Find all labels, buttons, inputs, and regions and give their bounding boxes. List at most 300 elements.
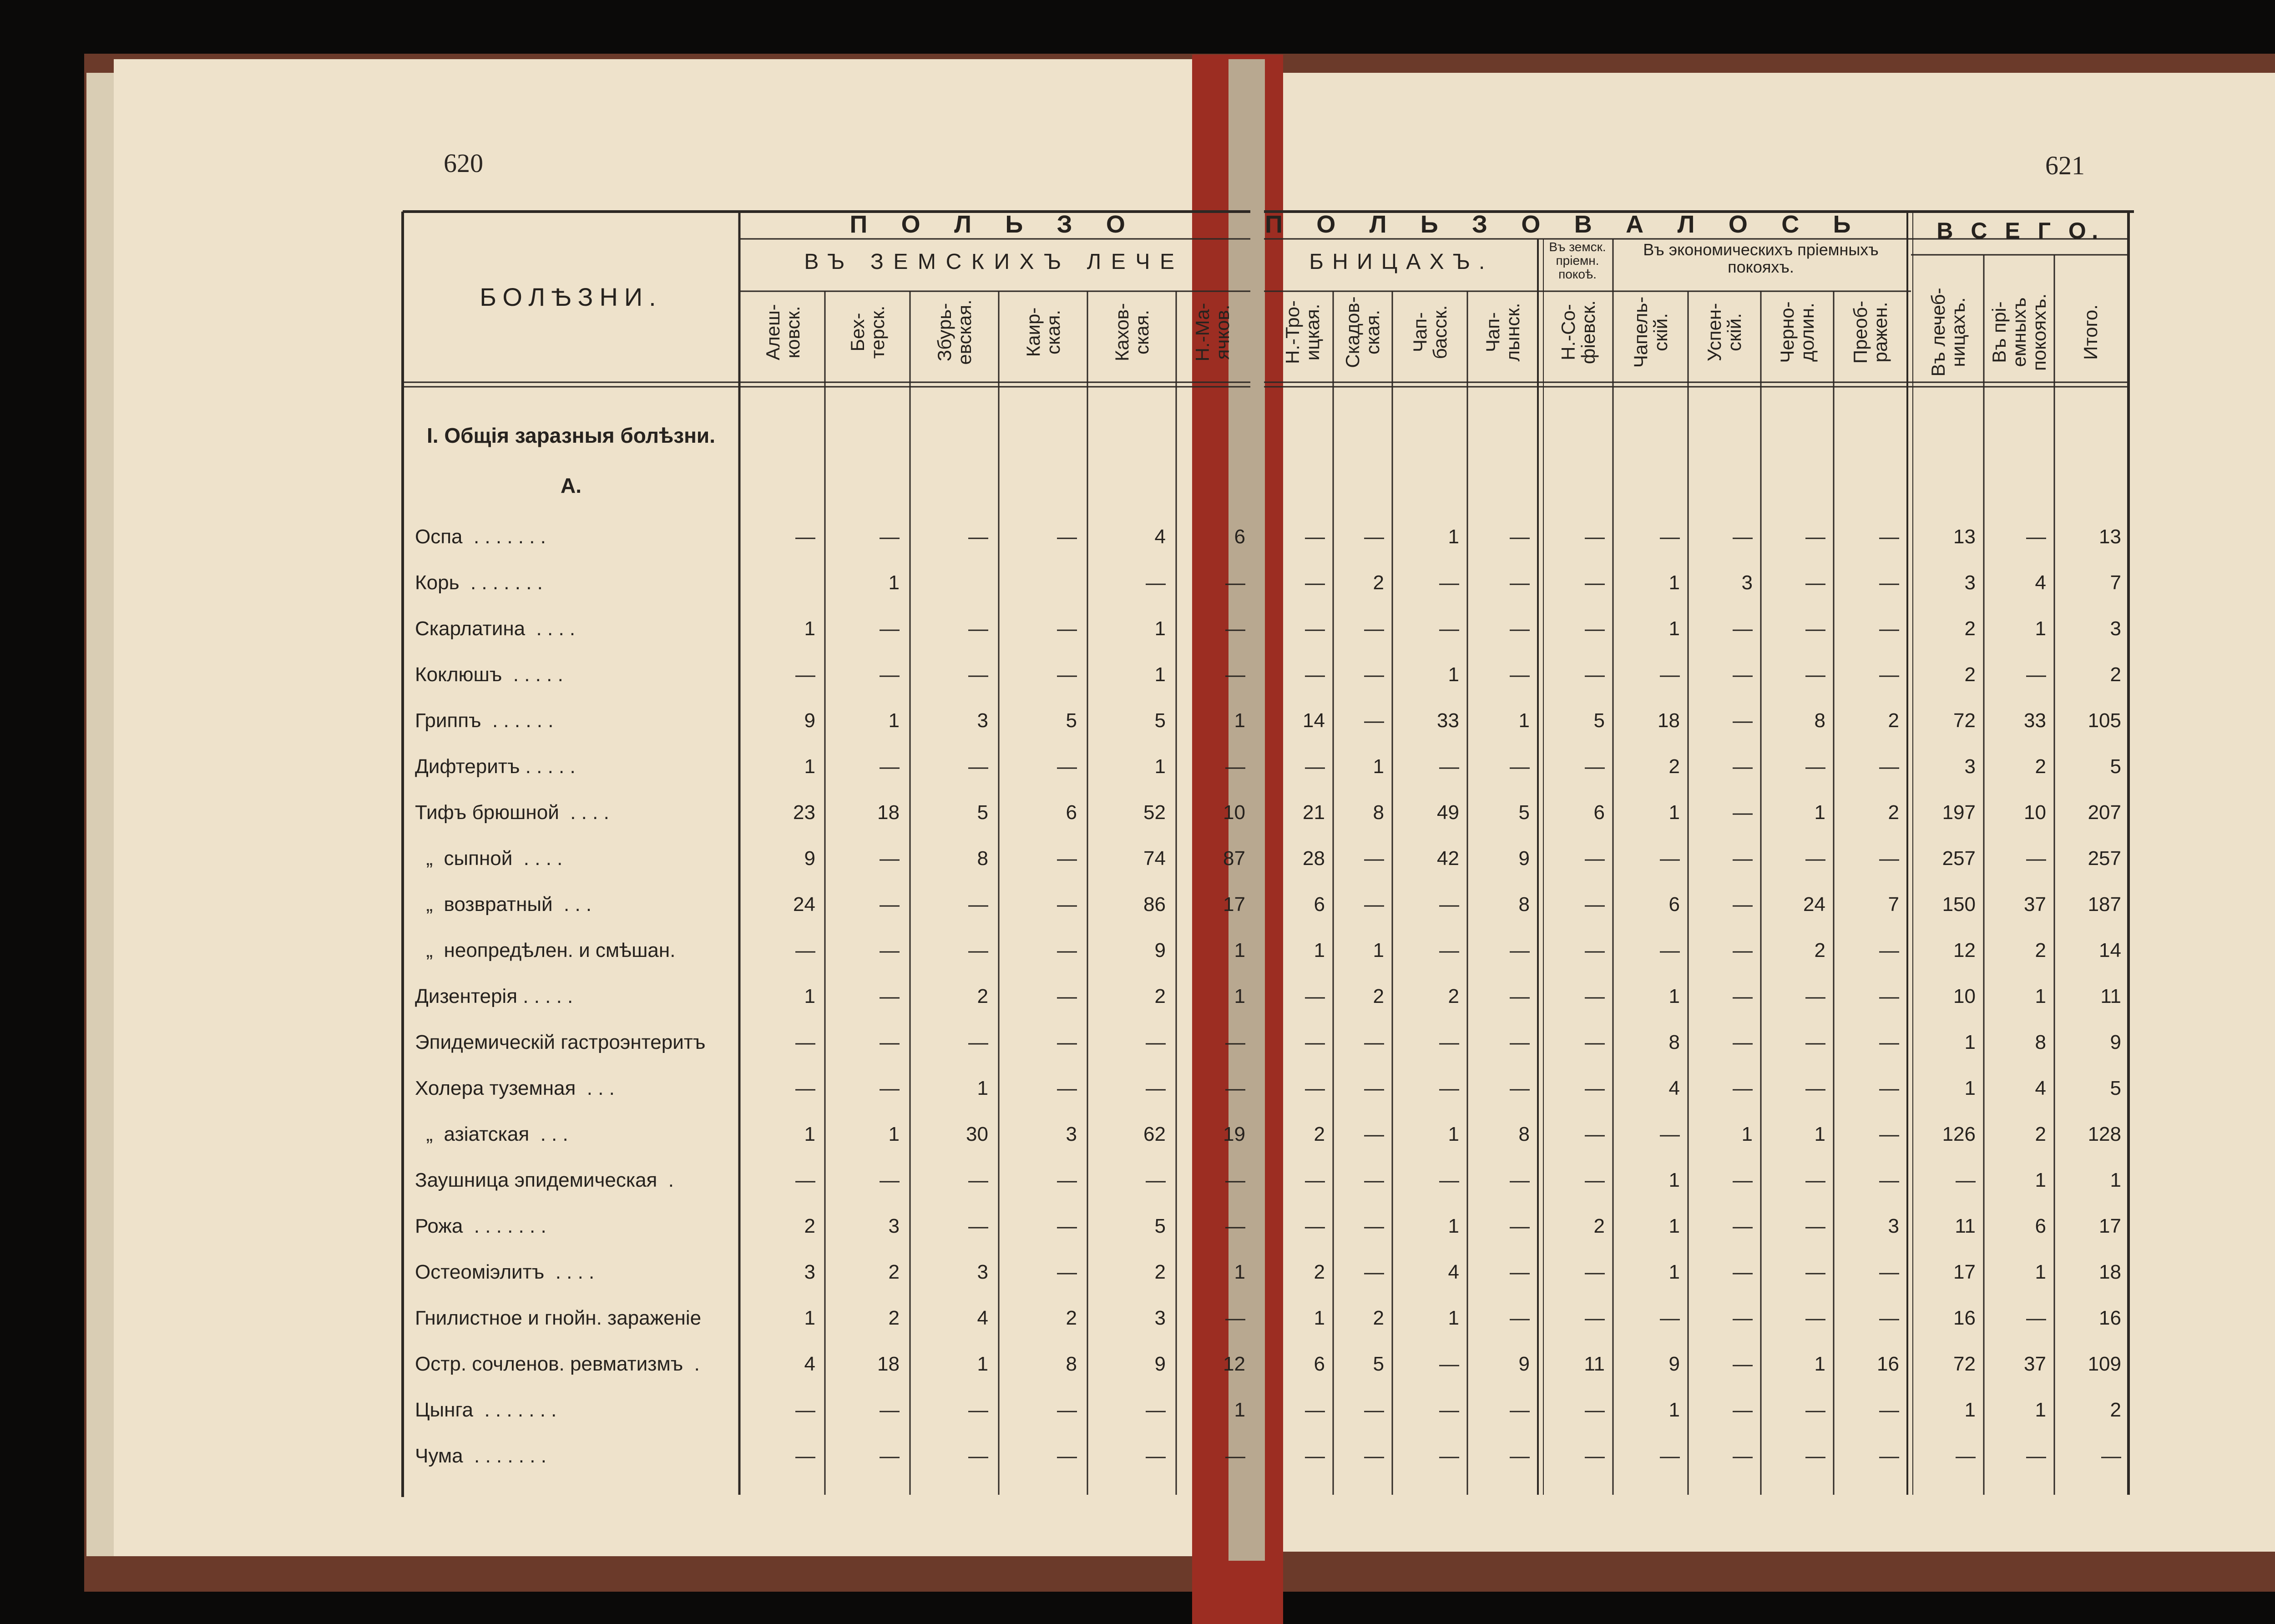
table-cell: 1 xyxy=(1814,1123,1825,1145)
table-cell: 2 xyxy=(2035,939,2046,961)
table-cell: — xyxy=(1956,1445,1976,1467)
table-cell: — xyxy=(1733,893,1753,916)
table-cell: — xyxy=(1585,1261,1605,1283)
table-cell: 9 xyxy=(2110,1031,2121,1053)
row-label: Остеоміэлитъ . . . . xyxy=(415,1261,595,1283)
table-cell: — xyxy=(1225,663,1245,686)
table-cell: 1 xyxy=(888,709,900,732)
table-cell: — xyxy=(1660,1307,1680,1329)
row-label: Оспа . . . . . . . xyxy=(415,526,546,548)
table-cell: 1 xyxy=(1234,985,1245,1007)
table-cell: 1 xyxy=(2035,1261,2046,1283)
table-cell: — xyxy=(1305,526,1325,548)
table-cell: 1 xyxy=(888,572,900,594)
row-label: Остр. сочленов. ревматизмъ . xyxy=(415,1353,700,1375)
table-cell: — xyxy=(968,1031,988,1053)
table-cell: — xyxy=(880,526,900,548)
table-cell: — xyxy=(968,617,988,640)
table-cell: — xyxy=(1439,1169,1459,1191)
table-cell: 9 xyxy=(804,847,815,870)
table-cell: 21 xyxy=(1303,801,1325,824)
table-cell: — xyxy=(1510,526,1530,548)
table-cell: — xyxy=(1805,1445,1825,1467)
table-cell: — xyxy=(1510,1399,1530,1421)
row-label: Дифтеритъ . . . . . xyxy=(415,755,576,778)
table-cell: 1 xyxy=(1964,1031,1976,1053)
table-cell: — xyxy=(1057,1031,1077,1053)
table-cell: 1 xyxy=(1448,663,1459,686)
table-cell: — xyxy=(1879,1307,1899,1329)
table-cell: 13 xyxy=(2099,526,2121,548)
table-cell: — xyxy=(1305,1399,1325,1421)
table-cell: 3 xyxy=(977,709,988,732)
table-cell: — xyxy=(1660,939,1680,961)
row-label: Дизентерія . . . . . xyxy=(415,985,573,1007)
table-cell: 42 xyxy=(1437,847,1459,870)
table-cell: 2 xyxy=(1373,572,1384,594)
table-cell: 13 xyxy=(1953,526,1976,548)
table-cell: 9 xyxy=(1154,1353,1166,1375)
table-cell: 2 xyxy=(2035,1123,2046,1145)
table-cell: — xyxy=(795,1445,815,1467)
table-cell: — xyxy=(2101,1445,2121,1467)
table-cell: 1 xyxy=(1373,939,1384,961)
table-cell: 1 xyxy=(1448,526,1459,548)
table-cell: — xyxy=(1225,1307,1245,1329)
table-cell: — xyxy=(880,847,900,870)
table-cell: 4 xyxy=(2035,1077,2046,1099)
table-cell: — xyxy=(1733,1077,1753,1099)
table-cell: — xyxy=(1364,1031,1384,1053)
row-label: Гриппъ . . . . . . xyxy=(415,709,554,732)
header-sub-hospitals-left: ВЪ ЗЕМСКИХЪ ЛЕЧЕ xyxy=(804,250,1184,274)
table-cell: 1 xyxy=(1234,1261,1245,1283)
table-cell: — xyxy=(795,1077,815,1099)
table-cell: 18 xyxy=(1658,709,1680,732)
row-label: Тифъ брюшной . . . . xyxy=(415,801,609,824)
table-cell: 2 xyxy=(1066,1307,1077,1329)
table-cell: — xyxy=(1733,1307,1753,1329)
table-cell: 2 xyxy=(2110,663,2121,686)
header-sub-hospitals-right: БНИЦАХЪ. xyxy=(1309,250,1494,274)
col-header-uspen: Успен- скiй. xyxy=(1704,303,1745,362)
table-cell: 5 xyxy=(2110,1077,2121,1099)
table-cell: 1 xyxy=(804,755,815,778)
table-cell: — xyxy=(880,1399,900,1421)
table-cell: — xyxy=(1225,1077,1245,1099)
col-header-n-troitsk: Н.-Тро- ицкая. xyxy=(1281,300,1323,364)
table-cell: — xyxy=(1510,1215,1530,1237)
table-cell: 8 xyxy=(1518,1123,1530,1145)
table-cell: 3 xyxy=(1154,1307,1166,1329)
row-label: Чума . . . . . . . xyxy=(415,1445,546,1467)
table-cell: — xyxy=(968,526,988,548)
table-cell: 2 xyxy=(2110,1399,2121,1421)
table-cell: 257 xyxy=(1942,847,1976,870)
row-label: „ возвратный . . . xyxy=(415,893,592,916)
table-cell: 5 xyxy=(1154,709,1166,732)
table-cell: — xyxy=(1733,847,1753,870)
table-cell: — xyxy=(1364,1261,1384,1283)
col-header-total-reception: Въ прі- емныхъ покояхъ. xyxy=(1988,293,2050,371)
table-cell: 2 xyxy=(1314,1123,1325,1145)
table-cell: 6 xyxy=(2035,1215,2046,1237)
col-header-bekht: Бех- терск. xyxy=(846,305,888,359)
table-cell: 72 xyxy=(1953,1353,1976,1375)
table-cell: — xyxy=(968,1215,988,1237)
table-cell: — xyxy=(1805,755,1825,778)
table-cell: — xyxy=(1733,1169,1753,1191)
table-cell: 8 xyxy=(1066,1353,1077,1375)
row-label: Эпидемическiй гастроэнтеритъ xyxy=(415,1031,706,1053)
table-cell: — xyxy=(1057,755,1077,778)
table-cell: — xyxy=(795,939,815,961)
table-cell: 207 xyxy=(2088,801,2121,824)
table-cell: 5 xyxy=(2110,755,2121,778)
table-cell: 2 xyxy=(1888,801,1899,824)
table-cell: 11 xyxy=(2100,985,2121,1007)
table-cell: — xyxy=(1585,939,1605,961)
table-cell: — xyxy=(2026,526,2046,548)
table-cell: 62 xyxy=(1143,1123,1166,1145)
table-cell: 2 xyxy=(888,1307,900,1329)
table-cell: — xyxy=(1956,1169,1976,1191)
table-cell: — xyxy=(1585,893,1605,916)
table-cell: — xyxy=(1225,1445,1245,1467)
table-cell: — xyxy=(880,893,900,916)
table-cell: — xyxy=(1510,1169,1530,1191)
table-cell: — xyxy=(968,893,988,916)
table-cell: — xyxy=(795,1031,815,1053)
table-cell: 2 xyxy=(1964,617,1976,640)
table-cell: — xyxy=(1585,985,1605,1007)
table-cell: — xyxy=(1510,1445,1530,1467)
table-cell: — xyxy=(880,1031,900,1053)
table-cell: 2 xyxy=(1814,939,1825,961)
table-cell: — xyxy=(1585,572,1605,594)
table-cell: 5 xyxy=(1373,1353,1384,1375)
table-cell: — xyxy=(1439,572,1459,594)
table-cell: — xyxy=(1510,1261,1530,1283)
table-cell: 6 xyxy=(1234,526,1245,548)
table-cell: 24 xyxy=(1803,893,1825,916)
table-cell: — xyxy=(1439,1077,1459,1099)
table-cell: — xyxy=(2026,663,2046,686)
table-cell: — xyxy=(1364,1399,1384,1421)
table-cell: — xyxy=(1305,755,1325,778)
table-cell: — xyxy=(1510,1307,1530,1329)
table-cell: — xyxy=(880,939,900,961)
header-group-main-left: П О Л Ь З О xyxy=(849,211,1139,238)
table-cell: 1 xyxy=(804,985,815,1007)
col-header-chernodolin: Черно- долин. xyxy=(1776,301,1818,363)
table-cell: — xyxy=(1225,617,1245,640)
table-cell: 19 xyxy=(1223,1123,1245,1145)
page-number-right: 621 xyxy=(2045,151,2085,180)
table-cell: 257 xyxy=(2088,847,2121,870)
table-cell: 3 xyxy=(1964,572,1976,594)
table-cell: 5 xyxy=(1066,709,1077,732)
col-header-chap-lynsk: Чап- лынск. xyxy=(1481,303,1523,362)
row-label: Скарлатина . . . . xyxy=(415,617,576,640)
table-cell: 16 xyxy=(2099,1307,2121,1329)
table-cell: — xyxy=(795,526,815,548)
table-cell: 5 xyxy=(1154,1215,1166,1237)
table-cell: — xyxy=(1364,526,1384,548)
table-cell: 8 xyxy=(1814,709,1825,732)
table-cell: — xyxy=(880,617,900,640)
table-cell: — xyxy=(1805,617,1825,640)
table-cell: — xyxy=(1805,1215,1825,1237)
table-cell: 9 xyxy=(1154,939,1166,961)
table-cell: — xyxy=(1305,663,1325,686)
table-cell: 1 xyxy=(1668,572,1680,594)
table-cell: 3 xyxy=(977,1261,988,1283)
table-cell: 18 xyxy=(877,801,900,824)
table-cell: 1 xyxy=(1154,663,1166,686)
table-cell: — xyxy=(2026,1307,2046,1329)
table-cell: — xyxy=(1585,1307,1605,1329)
table-cell: — xyxy=(1510,939,1530,961)
table-cell: 1 xyxy=(1234,709,1245,732)
table-cell: — xyxy=(1225,1031,1245,1053)
table-cell: — xyxy=(1879,847,1899,870)
table-cell: — xyxy=(1879,1123,1899,1145)
table-cell: 4 xyxy=(1668,1077,1680,1099)
table-cell: 37 xyxy=(2024,1353,2046,1375)
table-cell: 1 xyxy=(1964,1399,1976,1421)
table-cell: 2 xyxy=(1314,1261,1325,1283)
table-cell: — xyxy=(1585,1169,1605,1191)
table-cell: — xyxy=(1364,893,1384,916)
table-cell: 4 xyxy=(804,1353,815,1375)
table-cell: — xyxy=(1805,847,1825,870)
header-sub-economic-reception: Въ экономическихъ пріемныхъ покояхъ. xyxy=(1643,240,1879,276)
table-cell: 1 xyxy=(804,617,815,640)
table-cell: — xyxy=(1146,1169,1166,1191)
table-cell: 16 xyxy=(1877,1353,1899,1375)
table-cell: — xyxy=(1439,1445,1459,1467)
table-cell: — xyxy=(1057,617,1077,640)
col-header-preobrazh: Преоб- ражен. xyxy=(1850,300,1891,364)
table-cell: — xyxy=(1805,1169,1825,1191)
table-cell: 150 xyxy=(1942,893,1976,916)
row-label: Заушница эпидемическая . xyxy=(415,1169,674,1191)
table-cell: — xyxy=(1660,847,1680,870)
table-cell: 28 xyxy=(1303,847,1325,870)
table-cell: 17 xyxy=(1953,1261,1976,1283)
col-header-skadov: Скадов- ская. xyxy=(1342,296,1383,368)
row-label: Корь . . . . . . . xyxy=(415,572,543,594)
table-cell: 105 xyxy=(2088,709,2121,732)
row-label: Рожа . . . . . . . xyxy=(415,1215,546,1237)
col-header-total: Итого. xyxy=(2080,304,2101,360)
table-cell: — xyxy=(1805,1261,1825,1283)
table-cell: — xyxy=(2026,1445,2046,1467)
table-cell: — xyxy=(1733,663,1753,686)
table-cell: 14 xyxy=(1303,709,1325,732)
col-header-n-sofievsk: Н.-Со- фiевск. xyxy=(1557,300,1599,364)
table-cell: — xyxy=(1660,1445,1680,1467)
table-cell: — xyxy=(1805,1399,1825,1421)
table-cell: 5 xyxy=(1593,709,1605,732)
table-cell: — xyxy=(1364,709,1384,732)
table-cell: — xyxy=(1805,1077,1825,1099)
table-cell: — xyxy=(1879,526,1899,548)
table-cell: 1 xyxy=(1814,1353,1825,1375)
table-cell: 1 xyxy=(2035,1169,2046,1191)
col-header-total-hospitals: Въ лечеб- ницахъ. xyxy=(1927,288,1969,377)
table-cell: — xyxy=(1733,1031,1753,1053)
table-cell: — xyxy=(1305,1077,1325,1099)
table-cell: 1 xyxy=(1741,1123,1753,1145)
table-cell: 8 xyxy=(1518,893,1530,916)
table-cell: — xyxy=(1879,1445,1899,1467)
table-cell: — xyxy=(1805,985,1825,1007)
table-cell: — xyxy=(1805,526,1825,548)
table-cell: 1 xyxy=(804,1123,815,1145)
table-cell: 1 xyxy=(1668,1215,1680,1237)
table-cell: — xyxy=(1439,1399,1459,1421)
table-cell: — xyxy=(1305,1215,1325,1237)
table-cell: — xyxy=(1364,1169,1384,1191)
table-cell: 10 xyxy=(2024,801,2046,824)
table-cell: 12 xyxy=(1223,1353,1245,1375)
table-cell: 18 xyxy=(2099,1261,2121,1283)
table-cell: — xyxy=(1305,985,1325,1007)
table-cell: 6 xyxy=(1314,1353,1325,1375)
table-cell: 2 xyxy=(2035,755,2046,778)
table-cell: 10 xyxy=(1223,801,1245,824)
table-cell: — xyxy=(1057,1169,1077,1191)
table-cell: — xyxy=(1305,617,1325,640)
table-cell: — xyxy=(1585,526,1605,548)
row-label: Холера туземная . . . xyxy=(415,1077,615,1099)
col-header-zburev: Збурь- евская. xyxy=(933,299,975,365)
table-cell: 30 xyxy=(966,1123,988,1145)
table-cell: — xyxy=(1733,1353,1753,1375)
table-cell: — xyxy=(880,755,900,778)
table-cell: 3 xyxy=(1741,572,1753,594)
table-cell: 17 xyxy=(2099,1215,2121,1237)
table-cell: 9 xyxy=(1668,1353,1680,1375)
table-cell: 4 xyxy=(2035,572,2046,594)
table-cell: — xyxy=(1439,755,1459,778)
table-cell: 1 xyxy=(1448,1215,1459,1237)
table-cell: — xyxy=(1510,755,1530,778)
table-cell: — xyxy=(1510,985,1530,1007)
table-cell: — xyxy=(1057,1077,1077,1099)
table-cell: — xyxy=(1733,526,1753,548)
table-cell: — xyxy=(1733,985,1753,1007)
header-sub-zemsky-reception: Въ земск. пріемн. покоѣ. xyxy=(1549,240,1606,281)
table-cell: — xyxy=(1057,1215,1077,1237)
table-cell: — xyxy=(1439,893,1459,916)
table-cell: 2 xyxy=(1154,985,1166,1007)
table-cell: 37 xyxy=(2024,893,2046,916)
col-header-chapel: Чапель- скiй. xyxy=(1629,296,1671,368)
table-cell: 8 xyxy=(1373,801,1384,824)
table-cell: — xyxy=(1585,1445,1605,1467)
table-cell: — xyxy=(1733,1445,1753,1467)
table-cell: 1 xyxy=(1668,617,1680,640)
table-cell: 12 xyxy=(1953,939,1976,961)
table-cell: 2 xyxy=(804,1215,815,1237)
table-cell: 16 xyxy=(1953,1307,1976,1329)
table-cell: — xyxy=(968,1399,988,1421)
table-cell: 11 xyxy=(1584,1353,1605,1375)
table-cell: 5 xyxy=(1518,801,1530,824)
table-cell: 1 xyxy=(2035,985,2046,1007)
table-cell: — xyxy=(1057,847,1077,870)
table-cell: 3 xyxy=(888,1215,900,1237)
table-cell: 2 xyxy=(1448,985,1459,1007)
table-cell: 1 xyxy=(1814,801,1825,824)
table-cell: 3 xyxy=(2110,617,2121,640)
table-cell: — xyxy=(1879,617,1899,640)
table-cell: — xyxy=(1305,1169,1325,1191)
header-group-main: П О Л Ь З О В А Л О С Ь xyxy=(1265,211,1865,238)
row-label: „ азiатская . . . xyxy=(415,1123,568,1145)
table-cell: — xyxy=(1733,1399,1753,1421)
table-cell: 1 xyxy=(1448,1307,1459,1329)
table-cell: — xyxy=(1364,1123,1384,1145)
table-cell: 3 xyxy=(1888,1215,1899,1237)
row-label: „ неопредѣлен. и смѣшан. xyxy=(415,939,676,961)
table-cell: — xyxy=(1510,1031,1530,1053)
table-cell: — xyxy=(1585,1077,1605,1099)
table-cell: 33 xyxy=(2024,709,2046,732)
table-cell: — xyxy=(880,1169,900,1191)
table-cell: 6 xyxy=(1593,801,1605,824)
table-cell: 1 xyxy=(1668,1261,1680,1283)
table-cell: 2 xyxy=(1373,1307,1384,1329)
table-cell: — xyxy=(1146,1077,1166,1099)
table-cell: 33 xyxy=(1437,709,1459,732)
table-cell: — xyxy=(1146,1031,1166,1053)
table-cell: 1 xyxy=(977,1353,988,1375)
table-cell: — xyxy=(1364,1445,1384,1467)
table-cell: — xyxy=(1733,801,1753,824)
table-cell: 1 xyxy=(1668,1169,1680,1191)
table-cell: 8 xyxy=(2035,1031,2046,1053)
table-cell: 1 xyxy=(1668,801,1680,824)
table-cell: — xyxy=(1660,526,1680,548)
table-cell: — xyxy=(1510,1077,1530,1099)
table-cell: 17 xyxy=(1223,893,1245,916)
table-cell: — xyxy=(1879,1169,1899,1191)
table-cell: 1 xyxy=(1234,1399,1245,1421)
table-cell: 7 xyxy=(1888,893,1899,916)
table-cell: 10 xyxy=(1953,985,1976,1007)
table-cell: 4 xyxy=(1448,1261,1459,1283)
table-cell: 126 xyxy=(1942,1123,1976,1145)
table-cell: 14 xyxy=(2099,939,2121,961)
table-cell: — xyxy=(1057,939,1077,961)
table-cell: 87 xyxy=(1223,847,1245,870)
table-cell: 1 xyxy=(1668,1399,1680,1421)
table-cell: 1 xyxy=(1234,939,1245,961)
table-cell: 3 xyxy=(1964,755,1976,778)
table-cell: 1 xyxy=(1373,755,1384,778)
table-cell: — xyxy=(1364,663,1384,686)
table-cell: — xyxy=(968,663,988,686)
table-cell: 2 xyxy=(1964,663,1976,686)
table-cell: — xyxy=(1305,1031,1325,1053)
table-cell: 5 xyxy=(977,801,988,824)
row-label: Цынга . . . . . . . xyxy=(415,1399,557,1421)
table-cell: — xyxy=(1585,617,1605,640)
